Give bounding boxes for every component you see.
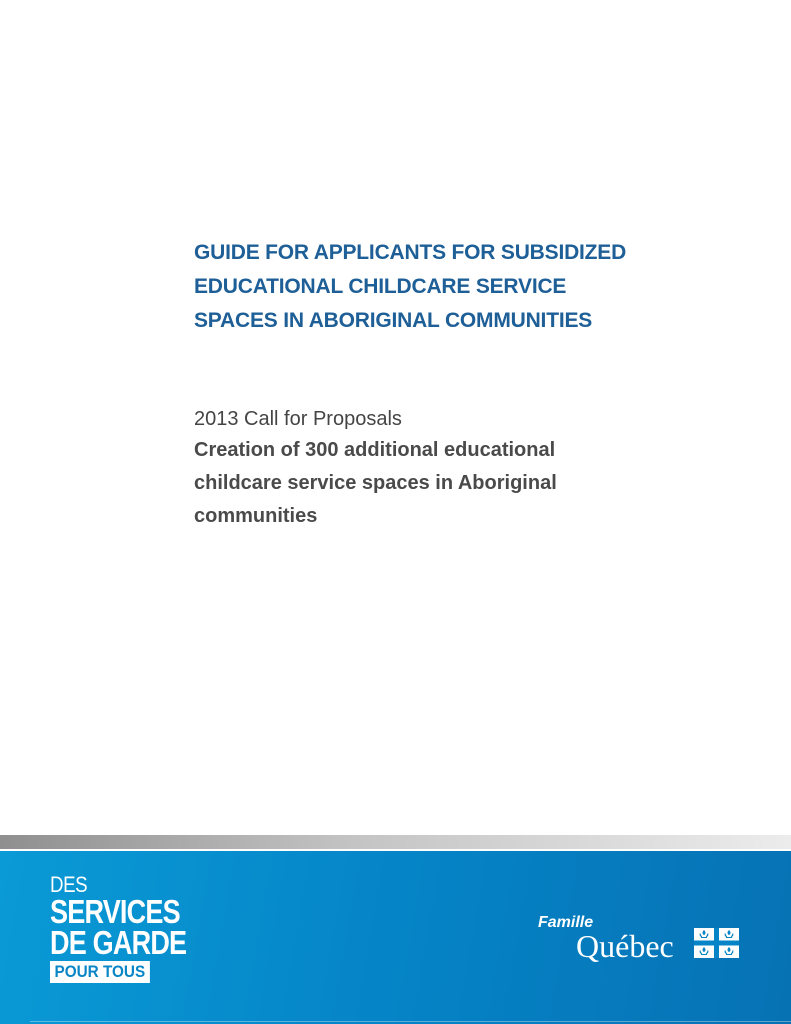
famille-quebec-logo	[538, 914, 674, 964]
famille-label: Famille	[538, 914, 594, 931]
title-line-3: SPACES IN ABORIGINAL COMMUNITIES	[194, 309, 593, 332]
slogan-logo	[50, 874, 216, 983]
document-description: Creation of 300 additional educational childcare service spaces in Aboriginal communities	[194, 439, 557, 527]
title-line-2: EDUCATIONAL CHILDCARE SERVICE	[194, 275, 567, 298]
slogan-line-2: SERVICES	[50, 893, 180, 930]
quebec-wordmark: Québec	[576, 928, 674, 964]
document-subtitle: 2013 Call for Proposals	[194, 408, 402, 430]
document-title	[194, 236, 734, 338]
gray-gradient-stripe	[0, 835, 791, 849]
footer-divider	[30, 1021, 791, 1022]
title-line-1: GUIDE FOR APPLICANTS FOR SUBSIDIZED	[194, 241, 627, 264]
slogan-badge: POUR TOUS	[50, 961, 150, 983]
slogan-line-1: DES	[50, 872, 88, 897]
quebec-flag-icon	[694, 928, 739, 958]
slogan-line-3: DE GARDE	[50, 924, 187, 961]
